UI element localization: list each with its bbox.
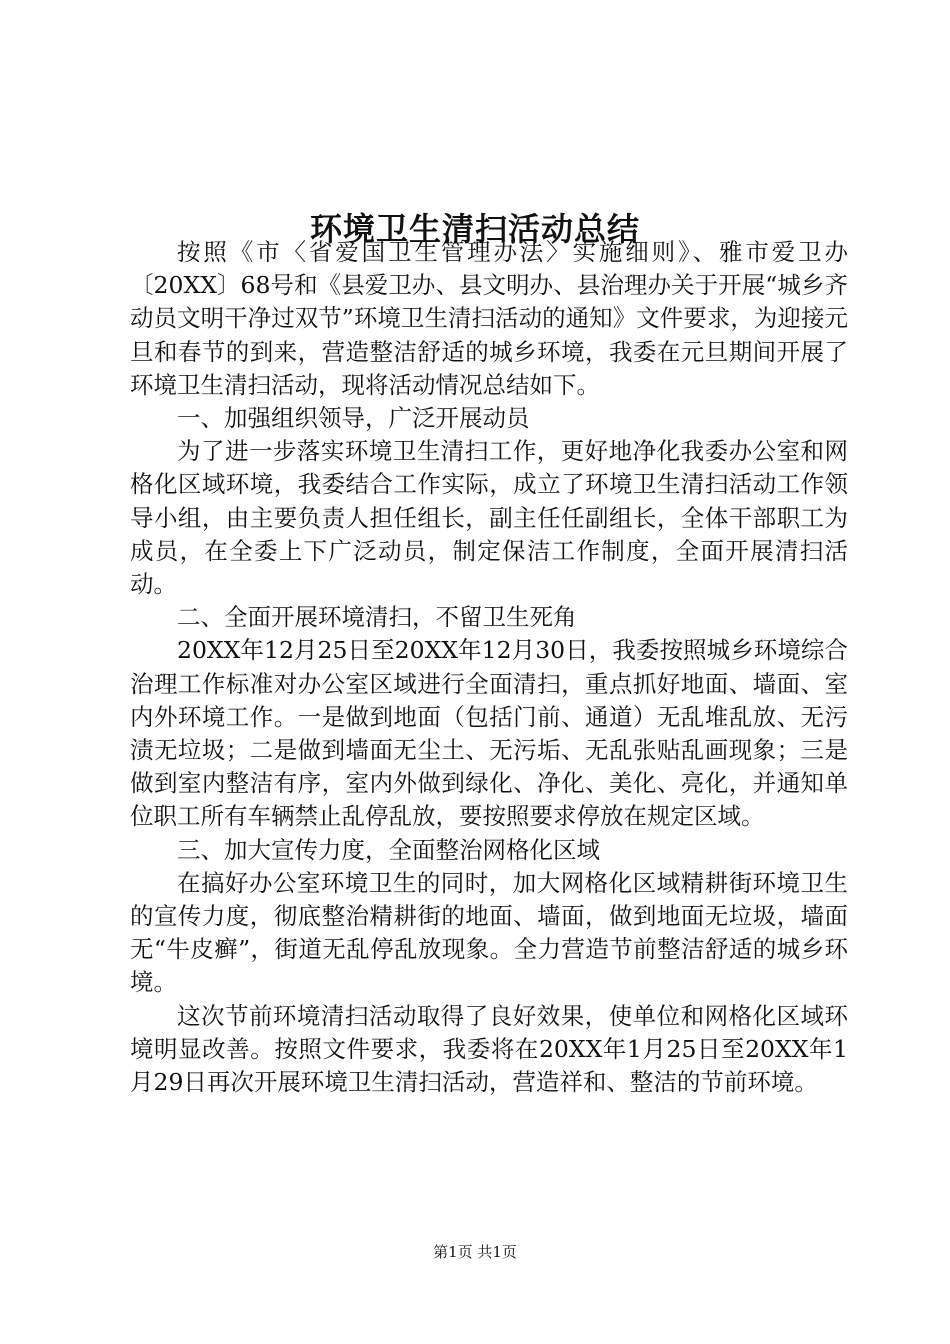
paragraph-conclusion: 这次节前环境清扫活动取得了良好效果，使单位和网格化区域环境明显改善。按照文件要求，我委将在20XX年1月25日至20XX年1月29日再次开展环境卫生清扫活动，营造祥和、整洁的节前环境。 <box>130 1001 848 1097</box>
document-body <box>130 236 848 1099</box>
document-title: 环境卫生清扫活动总结 <box>309 210 640 249</box>
section-heading-1: 一、加强组织领导，广泛开展动员 <box>177 404 530 433</box>
paragraph-section-2: 20XX年12月25日至20XX年12月30日，我委按照城乡环境综合治理工作标准对办公室区域进行全面清扫，重点抓好地面、墙面、室内外环境工作。一是做到地面（包括门前、通道）无乱堆乱放、无污渍无垃圾；二是做到墙面无尘土、无污垢、无乱张贴乱画现象；三是做到室内整洁有序，室内外做到绿化、净化、美化、亮化，并通知单位职工所有车辆禁止乱停乱放，要按照要求停放在规定区域。 <box>130 636 848 831</box>
paragraph-intro: 按照《市〈省爱国卫生管理办法〉实施细则》、雅市爱卫办〔20XX〕68号和《县爱卫办、县文明办、县治理办关于开展“城乡齐动员文明干净过双节”环境卫生清扫活动的通知》文件要求，为迎接元旦和春节的到来，营造整洁舒适的城乡环境，我委在元旦期间开展了环境卫生清扫活动，现将活动情况总结如下。 <box>130 238 848 399</box>
section-heading-2: 二、全面开展环境清扫，不留卫生死角 <box>177 603 577 632</box>
paragraph-section-3: 在搞好办公室环境卫生的同时，加大网格化区域精耕街环境卫生的宣传力度，彻底整治精耕街的地面、墙面，做到地面无垃圾，墙面无“牛皮癣”，街道无乱停乱放现象。全力营造节前整洁舒适的城乡环境。 <box>130 868 848 997</box>
paragraph-section-1: 为了进一步落实环境卫生清扫工作，更好地净化我委办公室和网格化区域环境，我委结合工作实际，成立了环境卫生清扫活动工作领导小组，由主要负责人担任组长，副主任任副组长，全体干部职工为成员，在全委上下广泛动员，制定保洁工作制度，全面开展清扫活动。 <box>130 437 848 599</box>
section-heading-3: 三、加大宣传力度，全面整治网格化区域 <box>177 835 600 864</box>
page-footer: 第1页 共1页 <box>433 1243 517 1261</box>
